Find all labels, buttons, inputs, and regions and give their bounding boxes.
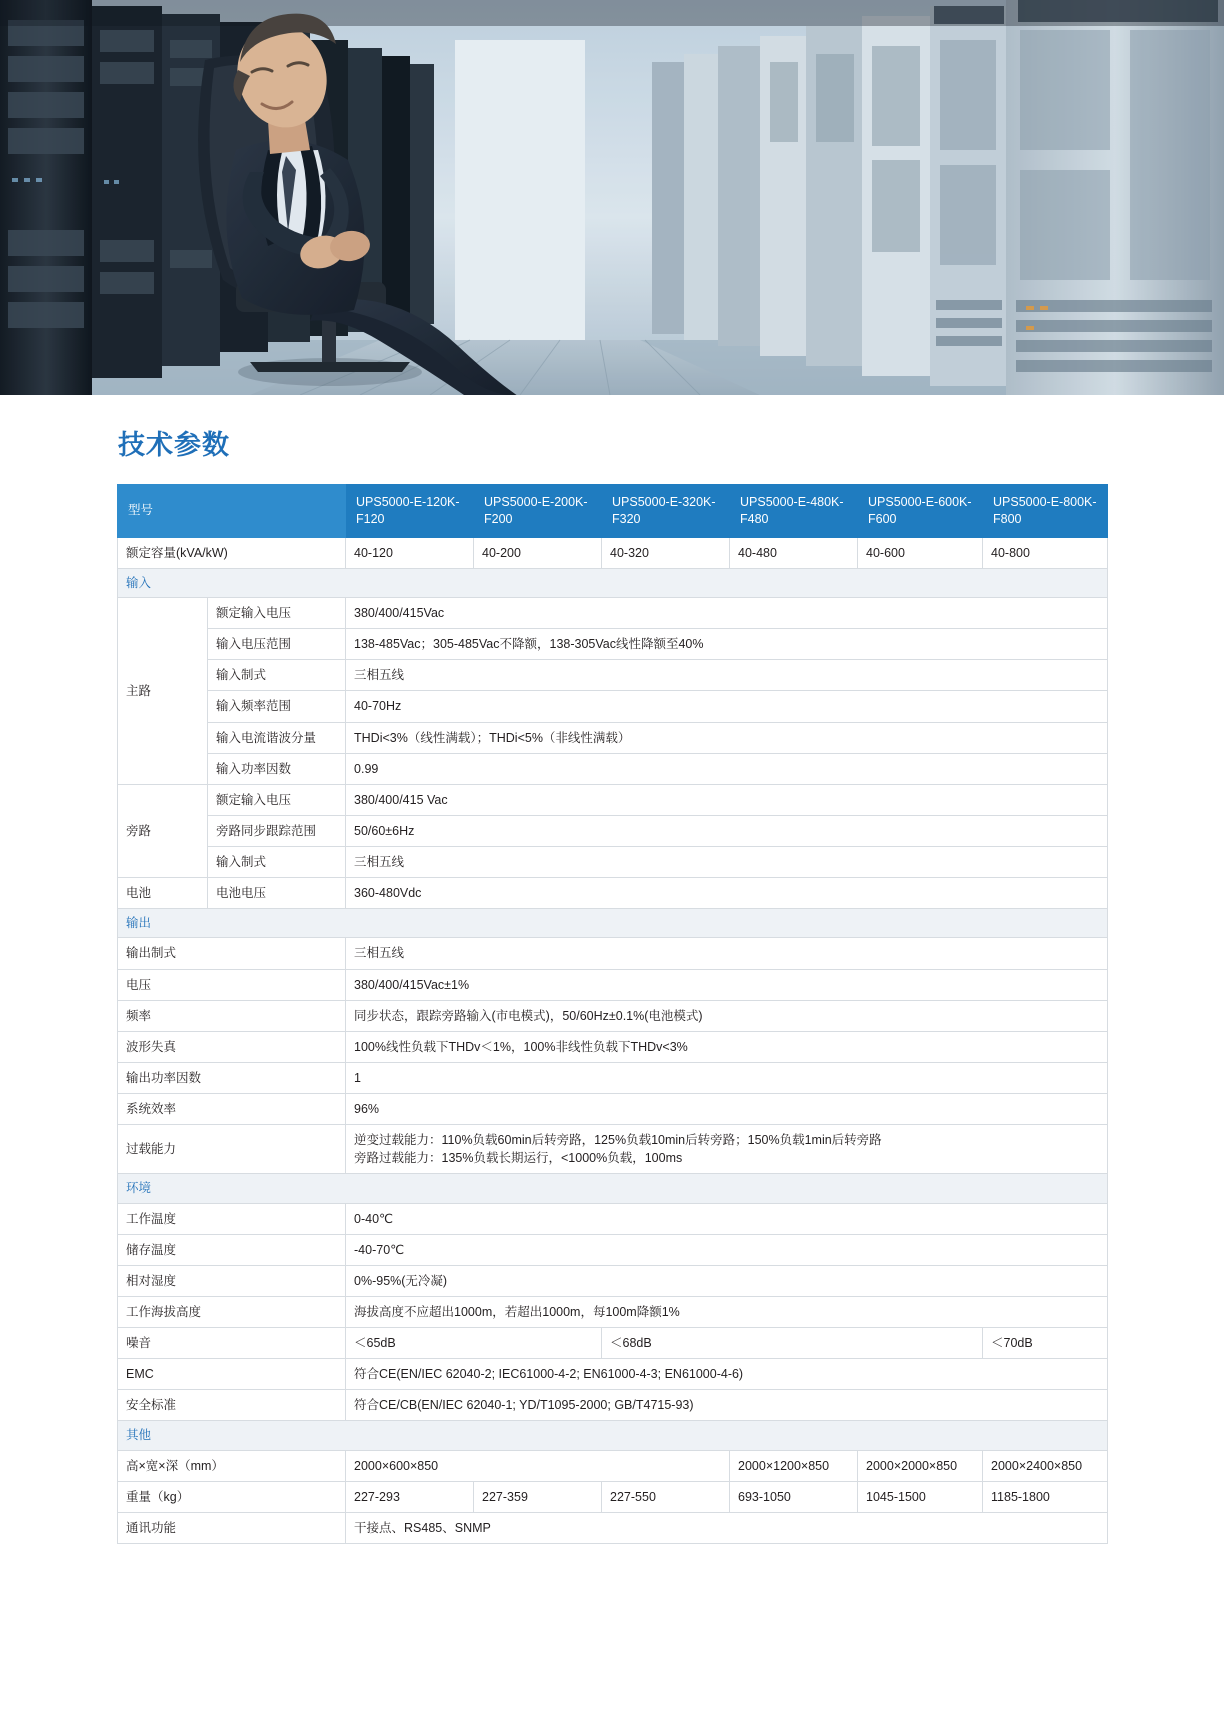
row-output-distortion [118, 1031, 1108, 1062]
param-value-dimensions-2: 2000×1200×850 [730, 1450, 858, 1481]
param-value-output-distortion: 100%线性负载下THDv＜1%，100%非线性负载下THDv<3% [346, 1031, 1108, 1062]
overload-line-2: 旁路过载能力：135%负载长期运行，<1000%负载，100ms [354, 1151, 683, 1166]
row-emc [118, 1359, 1108, 1390]
param-name-bypass-wiring: 输入制式 [208, 847, 346, 878]
row-main-rated-voltage [118, 598, 1108, 629]
param-name-communication: 通讯功能 [118, 1512, 346, 1543]
row-relative-humidity [118, 1265, 1108, 1296]
group-main-circuit: 主路 [118, 598, 208, 785]
rated-capacity-4: 40-480 [730, 537, 858, 568]
param-value-main-frequency-range: 40-70Hz [346, 691, 1108, 722]
section-environment-label: 环境 [118, 1174, 1108, 1203]
param-value-system-efficiency: 96% [346, 1094, 1108, 1125]
rated-capacity-1: 40-120 [346, 537, 474, 568]
row-weight [118, 1481, 1108, 1512]
row-main-wiring [118, 660, 1108, 691]
param-value-noise-2: ＜68dB [602, 1328, 983, 1359]
param-value-operating-temperature: 0-40℃ [346, 1203, 1108, 1234]
param-value-bypass-sync-range: 50/60±6Hz [346, 815, 1108, 846]
param-value-weight-1: 227-293 [346, 1481, 474, 1512]
row-overload [118, 1125, 1108, 1174]
rated-capacity-5: 40-600 [858, 537, 983, 568]
header-model-label: 型号 [118, 485, 346, 538]
param-value-weight-2: 227-359 [474, 1481, 602, 1512]
param-value-emc: 符合CE(EN/IEC 62040-2; IEC61000-4-2; EN61000-4-3; EN61000-4-6) [346, 1359, 1108, 1390]
data-center-photo-illustration [0, 0, 1224, 395]
param-value-dimensions-3: 2000×2000×850 [858, 1450, 983, 1481]
param-value-storage-temperature: -40-70℃ [346, 1234, 1108, 1265]
param-name-main-power-factor: 输入功率因数 [208, 753, 346, 784]
param-name-operating-temperature: 工作温度 [118, 1203, 346, 1234]
param-value-main-voltage-range: 138-485Vac；305-485Vac不降额，138-305Vac线性降额至40% [346, 629, 1108, 660]
param-value-noise-3: ＜70dB [983, 1328, 1108, 1359]
param-name-altitude: 工作海拔高度 [118, 1296, 346, 1327]
header-model-3: UPS5000-E-320K-F320 [602, 485, 730, 538]
param-name-emc: EMC [118, 1359, 346, 1390]
param-value-output-voltage: 380/400/415Vac±1% [346, 969, 1108, 1000]
row-battery-voltage [118, 878, 1108, 909]
row-communication [118, 1512, 1108, 1543]
rated-capacity-label: 额定容量(kVA/kW) [118, 537, 346, 568]
param-value-communication: 干接点、RS485、SNMP [346, 1512, 1108, 1543]
header-model-1: UPS5000-E-120K-F120 [346, 485, 474, 538]
param-value-weight-5: 1045-1500 [858, 1481, 983, 1512]
param-value-bypass-wiring: 三相五线 [346, 847, 1108, 878]
param-name-main-frequency-range: 输入频率范围 [208, 691, 346, 722]
param-name-system-efficiency: 系统效率 [118, 1094, 346, 1125]
param-value-main-thdi: THDi<3%（线性满载）；THDi<5%（非线性满载） [346, 722, 1108, 753]
param-name-relative-humidity: 相对湿度 [118, 1265, 346, 1296]
param-name-main-rated-voltage: 额定输入电压 [208, 598, 346, 629]
row-dimensions [118, 1450, 1108, 1481]
row-safety-standard [118, 1390, 1108, 1421]
param-name-noise: 噪音 [118, 1328, 346, 1359]
section-other [118, 1421, 1108, 1450]
param-value-noise-1: ＜65dB [346, 1328, 602, 1359]
param-name-bypass-sync-range: 旁路同步跟踪范围 [208, 815, 346, 846]
param-name-output-wiring: 输出制式 [118, 938, 346, 969]
row-altitude [118, 1296, 1108, 1327]
param-value-dimensions-4: 2000×2400×850 [983, 1450, 1108, 1481]
param-name-battery-voltage: 电池电压 [208, 878, 346, 909]
row-noise [118, 1328, 1108, 1359]
section-environment [118, 1174, 1108, 1203]
param-value-weight-4: 693-1050 [730, 1481, 858, 1512]
row-main-power-factor [118, 753, 1108, 784]
row-bypass-rated-voltage [118, 784, 1108, 815]
section-output [118, 909, 1108, 938]
param-value-battery-voltage: 360-480Vdc [346, 878, 1108, 909]
page-title-wrap [0, 395, 1224, 462]
header-model-5: UPS5000-E-600K-F600 [858, 485, 983, 538]
section-output-label: 输出 [118, 909, 1108, 938]
section-input [118, 568, 1108, 597]
overload-line-1: 逆变过载能力：110%负载60min后转旁路，125%负载10min后转旁路；150%负载1min后转旁路 [354, 1133, 882, 1148]
row-bypass-wiring [118, 847, 1108, 878]
rated-capacity-6: 40-800 [983, 537, 1108, 568]
param-value-bypass-rated-voltage: 380/400/415 Vac [346, 784, 1108, 815]
row-operating-temperature [118, 1203, 1108, 1234]
section-input-label: 输入 [118, 568, 1108, 597]
param-name-bypass-rated-voltage: 额定输入电压 [208, 784, 346, 815]
row-main-voltage-range [118, 629, 1108, 660]
param-value-output-power-factor: 1 [346, 1062, 1108, 1093]
param-value-altitude: 海拔高度不应超出1000m，若超出1000m，每100m降额1% [346, 1296, 1108, 1327]
param-name-main-wiring: 输入制式 [208, 660, 346, 691]
group-bypass: 旁路 [118, 784, 208, 877]
header-model-6: UPS5000-E-800K-F800 [983, 485, 1108, 538]
row-output-wiring [118, 938, 1108, 969]
spec-table-wrap [117, 484, 1107, 1544]
param-name-dimensions: 高×宽×深（mm） [118, 1450, 346, 1481]
param-value-dimensions-1: 2000×600×850 [346, 1450, 730, 1481]
param-value-main-rated-voltage: 380/400/415Vac [346, 598, 1108, 629]
param-name-output-power-factor: 输出功率因数 [118, 1062, 346, 1093]
param-value-weight-3: 227-550 [602, 1481, 730, 1512]
param-value-relative-humidity: 0%-95%(无冷凝) [346, 1265, 1108, 1296]
row-main-frequency-range [118, 691, 1108, 722]
param-name-main-voltage-range: 输入电压范围 [208, 629, 346, 660]
table-header-row [118, 485, 1108, 538]
param-value-main-power-factor: 0.99 [346, 753, 1108, 784]
param-value-output-wiring: 三相五线 [346, 938, 1108, 969]
header-model-4: UPS5000-E-480K-F480 [730, 485, 858, 538]
param-name-output-distortion: 波形失真 [118, 1031, 346, 1062]
row-output-voltage [118, 969, 1108, 1000]
hero-image [0, 0, 1224, 395]
param-value-main-wiring: 三相五线 [346, 660, 1108, 691]
param-name-main-thdi: 输入电流谐波分量 [208, 722, 346, 753]
param-value-safety-standard: 符合CE/CB(EN/IEC 62040-1; YD/T1095-2000; GB/T4715-93) [346, 1390, 1108, 1421]
page-title: 技术参数 [118, 430, 230, 461]
param-name-safety-standard: 安全标准 [118, 1390, 346, 1421]
row-output-frequency [118, 1000, 1108, 1031]
param-name-output-voltage: 电压 [118, 969, 346, 1000]
rated-capacity-2: 40-200 [474, 537, 602, 568]
spec-table [117, 484, 1108, 1544]
param-value-weight-6: 1185-1800 [983, 1481, 1108, 1512]
param-value-overload [346, 1125, 1108, 1174]
group-battery: 电池 [118, 878, 208, 909]
header-model-2: UPS5000-E-200K-F200 [474, 485, 602, 538]
row-main-thdi [118, 722, 1108, 753]
row-output-power-factor [118, 1062, 1108, 1093]
param-name-weight: 重量（kg） [118, 1481, 346, 1512]
section-other-label: 其他 [118, 1421, 1108, 1450]
param-name-storage-temperature: 储存温度 [118, 1234, 346, 1265]
param-name-output-frequency: 频率 [118, 1000, 346, 1031]
param-value-output-frequency: 同步状态，跟踪旁路输入(市电模式)，50/60Hz±0.1%(电池模式) [346, 1000, 1108, 1031]
rated-capacity-3: 40-320 [602, 537, 730, 568]
row-rated-capacity [118, 537, 1108, 568]
param-name-overload: 过载能力 [118, 1125, 346, 1174]
row-storage-temperature [118, 1234, 1108, 1265]
row-system-efficiency [118, 1094, 1108, 1125]
row-bypass-sync-range [118, 815, 1108, 846]
